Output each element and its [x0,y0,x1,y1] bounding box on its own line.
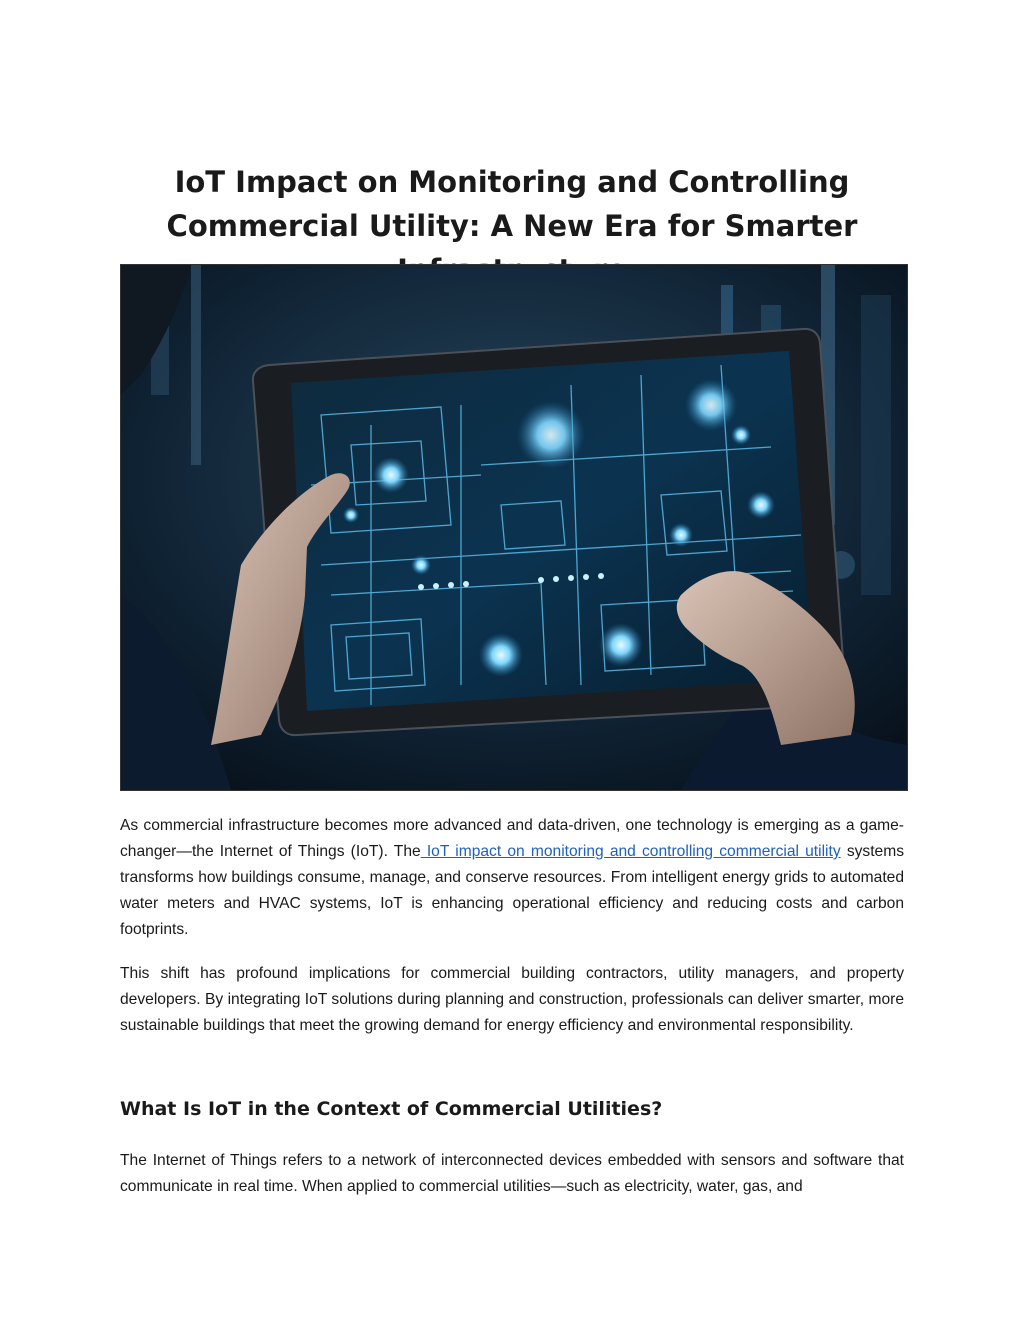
definition-paragraph: The Internet of Things refers to a network of interconnected devices embedded with sensors and software that communicate in real time. When applied to commercial utilities—such as electricity, water, gas, and [120,1152,904,1195]
intro-text-before: As commercial infrastructure becomes more advanced and data-driven, one technology is emerging as a game-changer—the Internet of Things (IoT). The [120,817,904,860]
intro-paragraph [120,813,904,943]
iot-impact-link[interactable]: IoT impact on monitoring and controlling commercial utility [420,843,841,860]
intro-text-after: systems transforms how buildings consume, manage, and conserve resources. From intelligent energy grids to automated water meters and HVAC systems, IoT is enhancing operational efficiency and reducing costs and carbon footprints. [120,843,905,938]
tablet-iot-schematic-icon [121,265,907,790]
hero-image [120,264,908,791]
page-title: IoT Impact on Monitoring and Controlling Commercial Utility: A New Era for Smarter [166,165,858,243]
section-heading: What Is IoT in the Context of Commercial Utilities? [120,1098,663,1120]
implications-paragraph: This shift has profound implications for commercial building contractors, utility managers, and property developers. By integrating IoT solutions during planning and construction, professionals can deliver smarter, more sustainable buildings that meet the growing demand for energy efficiency and environmental responsibility. [120,965,904,1034]
